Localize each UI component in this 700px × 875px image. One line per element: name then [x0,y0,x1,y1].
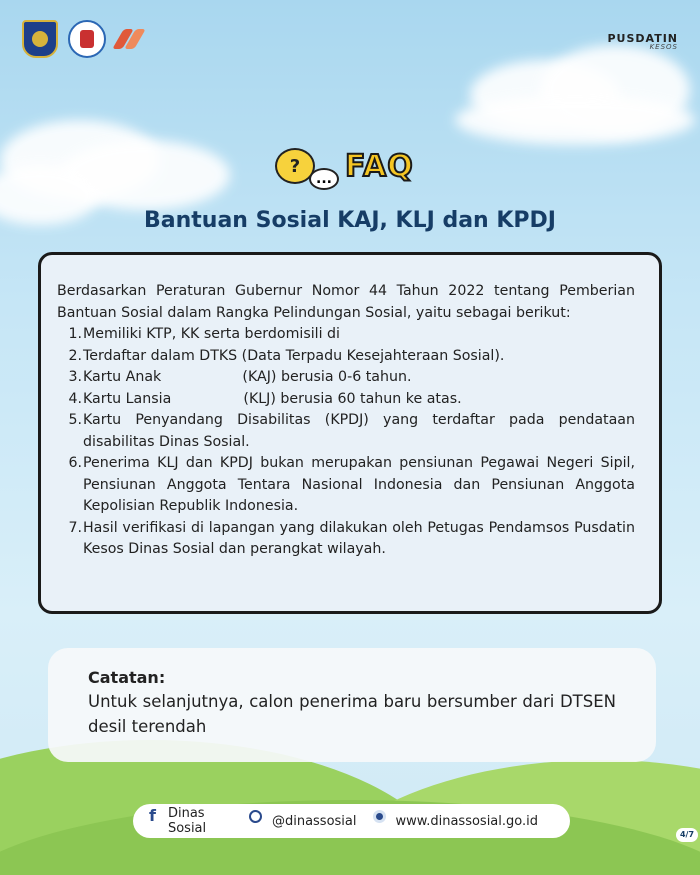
globe-icon [373,810,386,823]
website-link[interactable] [373,814,538,829]
requirements-list [57,324,635,561]
faq-label: FAQ [345,149,414,184]
facebook-label: Dinas Sosial [167,806,207,836]
list-item: 7. Hasil verifikasi di lapangan yang dilakukan oleh Petugas Pendamsos Pusdatin Kesos Dinas Sosial dan perangkat wilayah. [68,519,635,557]
header-logos [22,20,150,58]
list-item: 4. Kartu Lansia (KLJ) berusia 60 tahun ke atas. [68,390,462,407]
cloud [455,95,695,145]
list-item: 1. Memiliki KTP, KK serta berdomisili di [68,326,341,342]
brand-sub-text: KESOS [649,43,678,51]
agency-round-logo [68,20,106,58]
facebook-icon: f [149,805,156,825]
pusdatin-brand-logo [607,33,678,51]
brand-main-text: PUSDATIN [607,32,678,45]
list-item: 6. Penerima KLJ dan KPDJ bukan merupakan pensiunan Pegawai Negeri Sipil, Pensiunan Anggota Tentara Nasional Indonesia dan Pensiunan Anggota Kepolisian Republik Indonesia. [68,455,635,514]
note-text: Untuk selanjutnya, calon penerima baru bersumber dari DTSEN desil terendah [88,692,616,736]
instagram-label: @dinassosial [271,813,357,829]
ellipsis-bubble-icon: ... [309,168,339,190]
faq-heading [275,148,414,187]
instagram-link[interactable] [249,814,357,829]
website-label: www.dinassosial.go.id [395,813,538,829]
note-title: Catatan: [88,668,166,687]
page-title: Bantuan Sosial KAJ, KLJ dan KPDJ [144,208,556,233]
note-box [48,648,656,762]
card-intro: Berdasarkan Peraturan Gubernur Nomor 44 Tahun 2022 tentang Pemberian Bantuan Sosial dalam Rangka Pelindungan Sosial, yaitu sebagai berikut: [57,283,635,321]
question-bubble-icon: ? [275,148,315,184]
page-number: 4/7 [676,828,698,842]
city-shield-logo [22,20,58,58]
instagram-icon [249,810,262,823]
list-item: 5. Kartu Penyandang Disabilitas (KPDJ) yang terdaftar pada pendataan disabilitas Dinas Sosial. [68,412,635,450]
list-item: 3. Kartu Anak (KAJ) berusia 0-6 tahun. [68,369,412,385]
social-footer [133,804,570,838]
stripe-logo [116,29,150,49]
requirements-card [38,252,662,614]
list-item: 2. Terdaftar dalam DTKS (Data Terpadu Kesejahteraan Sosial). [68,347,505,364]
facebook-link[interactable] [149,806,233,836]
